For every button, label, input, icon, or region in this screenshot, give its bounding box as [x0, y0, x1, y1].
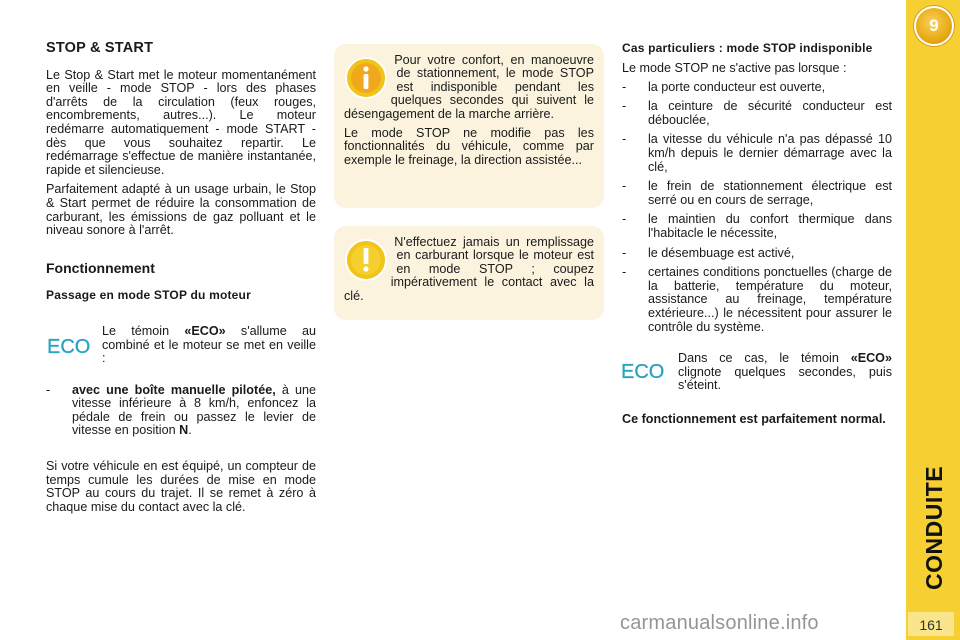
eco-icon: [46, 335, 92, 357]
right-column: [622, 42, 892, 432]
page-number: 161: [908, 612, 954, 636]
list-item: - la ceinture de sécurité conducteur est débouclée,: [622, 99, 892, 127]
eco-icon: [620, 360, 666, 382]
list-dash: -: [46, 382, 51, 397]
final-note: Ce fonctionnement est parfaitement normal.: [622, 411, 886, 426]
gear-position: N: [179, 423, 189, 438]
list-item: - la porte conducteur est ouverte,: [622, 79, 826, 94]
special-cases-title: Cas particuliers : mode STOP indisponible: [622, 41, 873, 55]
eco-text-bold: «ECO»: [184, 323, 226, 338]
info-paragraph-1: Pour votre confort, en manoeuvre de stationnement, le mode STOP est indisponible pendant les quelques secondes qui suivent le désengagement de la marche arrière.: [344, 53, 594, 121]
intro-paragraph-2: Parfaitement adapté à un usage urbain, le Stop & Start permet de réduire la consommation de carburant, les émissions de gaz polluant et le niveau sonore à l'arrêt.: [46, 182, 316, 238]
chapter-label: [914, 550, 960, 590]
info-box: [334, 44, 604, 208]
warning-paragraph: N'effectuez jamais un remplissage en carburant lorsque le moteur est en mode STOP ; coupez impérativement le contact avec la clé.: [344, 235, 594, 303]
eco-text-bold: «ECO»: [850, 351, 892, 366]
eco-text-after: clignote quelques secondes, puis s'éteint.: [678, 364, 892, 393]
section-title-fonctionnement: Fonctionnement: [46, 259, 155, 276]
list-item: - le frein de stationnement électrique est serré ou en cours de serrage,: [622, 179, 892, 207]
list-item: - certaines conditions ponctuelles (charge de la batterie, température du moteur, assistance au freinage, température extérieure...) le nécessitent pour assurer le contrôle du système.: [622, 265, 892, 334]
left-column: [46, 42, 316, 520]
counter-paragraph: Si votre véhicule en est équipé, un compteur de temps cumule les durées de mise en mode STOP au cours du trajet. Il se remet à zéro à chaque mise du contact avec la clé.: [46, 459, 316, 514]
eco-indicator-row: [46, 325, 316, 366]
eco-text-before: Le témoin: [102, 323, 185, 338]
chapter-number: 9: [929, 16, 939, 35]
list-item-bold: avec une boîte manuelle pilotée,: [72, 382, 276, 397]
warning-box: [334, 226, 604, 320]
watermark: carmanualsonline.info: [620, 612, 819, 634]
list-item: - la vitesse du véhicule n'a pas dépassé 10 km/h depuis le dernier démarrage avec la clé,: [622, 132, 892, 174]
list-item-text: à une vitesse inférieure à 8 km/h, enfoncez la pédale de frein ou passez le levier de vitesse en position: [72, 382, 317, 438]
list-item: [46, 384, 316, 438]
special-cases-lead: Le mode STOP ne s'active pas lorsque :: [622, 61, 847, 75]
info-paragraph-2: Le mode STOP ne modifie pas les fonctionnalités du véhicule, comme par exemple le freinage, la direction assistée...: [344, 126, 594, 167]
chapter-badge: [914, 6, 954, 46]
subsection-title: Passage en mode STOP du moteur: [46, 288, 251, 303]
eco-text-after: s'allume au combiné et le moteur se met en veille :: [102, 323, 316, 366]
warning-icon: [344, 238, 388, 282]
list-item: - le maintien du confort thermique dans l'habitacle le nécessite,: [622, 212, 892, 240]
eco-text-before: Dans ce cas, le témoin: [678, 351, 851, 366]
intro-paragraph-1: Le Stop & Start met le moteur momentanément en veille - mode STOP - lors des phases d'arrêts de la circulation (feux rouges, encombrements, autres...). Le moteur redémarre automatiquement - mode START - dès que vous souhaitez repartir. Le redémarrage s'effectue de manière instantanée, rapide et silencieuse.: [46, 67, 316, 177]
eco-icon-text: ECO: [47, 335, 91, 357]
page-title: STOP & START: [46, 40, 154, 56]
list-item: - le désembuage est activé,: [622, 245, 795, 260]
info-icon: [344, 56, 388, 100]
list-item-end: .: [188, 423, 192, 438]
conditions-list: [622, 81, 892, 335]
eco-indicator-row-2: [622, 352, 892, 393]
eco-icon-text: ECO: [621, 361, 665, 383]
